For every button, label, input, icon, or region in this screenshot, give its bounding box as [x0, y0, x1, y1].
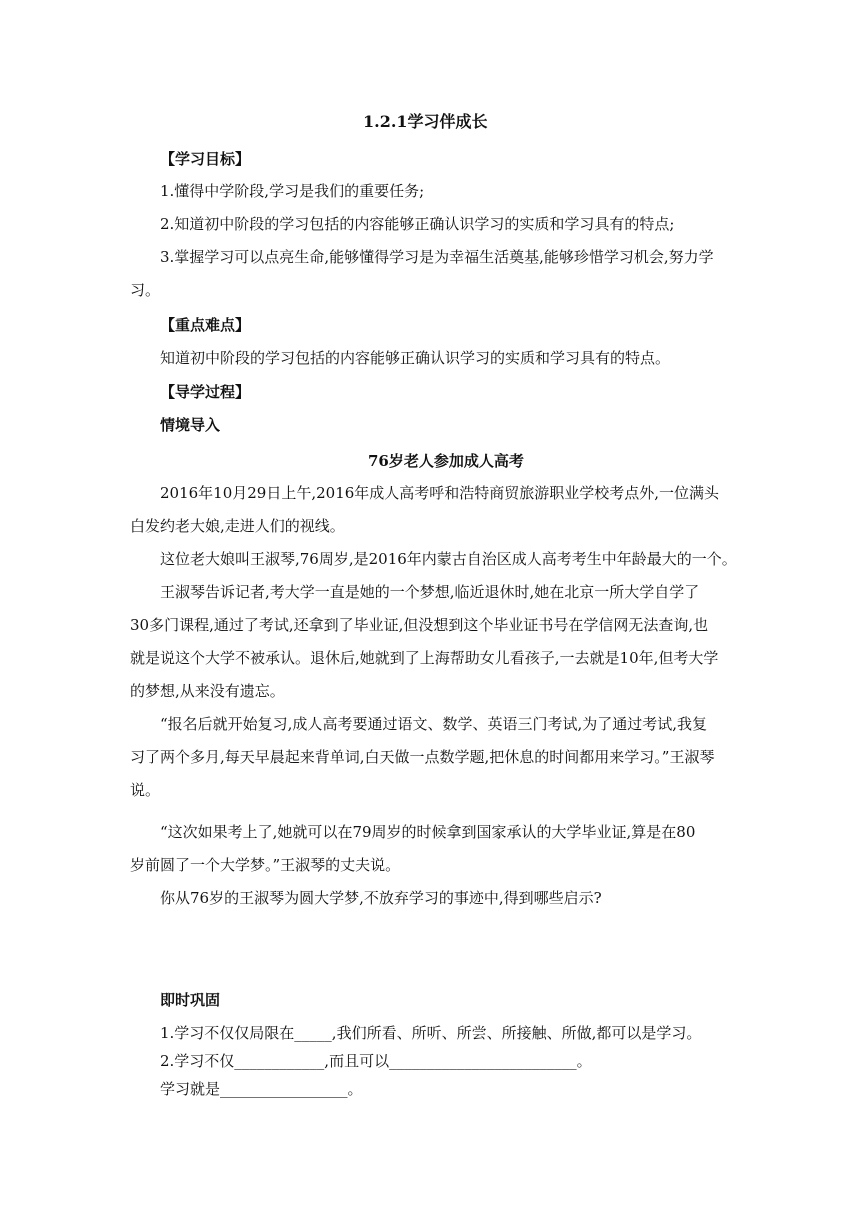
- goal-item-2: 2.知道初中阶段的学习包括的内容能够正确认识学习的实质和学习具有的特点;: [160, 215, 675, 233]
- page-title: 1.2.1学习伴成长: [363, 112, 488, 131]
- story-title: 76岁老人参加成人高考: [368, 452, 524, 470]
- guide-heading: 【导学过程】: [160, 383, 251, 401]
- story-paragraph-1-cont: 白发约老大娘,走进人们的视线。: [130, 517, 345, 535]
- consolidation-heading: 即时巩固: [160, 991, 221, 1009]
- story-paragraph-3-cont-2: 就是说这个大学不被承认。退休后,她就到了上海帮助女儿看孩子,一去就是10年,但考大学: [130, 649, 719, 667]
- story-paragraph-5: “这次如果考上了,她就可以在79周岁的时候拿到国家承认的大学毕业证,算是在80: [160, 823, 696, 841]
- goal-item-1: 1.懂得中学阶段,学习是我们的重要任务;: [160, 182, 425, 200]
- story-paragraph-4: “报名后就开始复习,成人高考要通过语文、数学、英语三门考试,为了通过考试,我复: [160, 715, 707, 733]
- goal-item-3-cont: 习。: [130, 281, 161, 299]
- goal-item-3: 3.掌握学习可以点亮生命,能够懂得学习是为幸福生活奠基,能够珍惜学习机会,努力学: [160, 248, 714, 266]
- key-points-text: 知道初中阶段的学习包括的内容能够正确认识学习的实质和学习具有的特点。: [160, 349, 671, 367]
- exercise-1: 1.学习不仅仅局限在_____,我们所看、所听、所尝、所接触、所做,都可以是学习。: [160, 1024, 702, 1042]
- goals-heading: 【学习目标】: [160, 150, 251, 168]
- story-paragraph-3-cont-1: 30多门课程,通过了考试,还拿到了毕业证,但没想到这个毕业证书号在学信网无法查询,也: [130, 616, 709, 634]
- scenario-subheading: 情境导入: [160, 416, 221, 434]
- story-paragraph-5-cont: 岁前圆了一个大学梦。”王淑琴的丈夫说。: [130, 856, 401, 874]
- exercise-3: 学习就是_________________。: [160, 1080, 363, 1098]
- story-paragraph-2: 这位老大娘叫王淑琴,76周岁,是2016年内蒙古自治区成人高考考生中年龄最大的一个。: [160, 550, 737, 568]
- story-paragraph-3: 王淑琴告诉记者,考大学一直是她的一个梦想,临近退休时,她在北京一所大学自学了: [160, 583, 700, 601]
- story-paragraph-1: 2016年10月29日上午,2016年成人高考呼和浩特商贸旅游职业学校考点外,一位满头: [160, 484, 720, 502]
- exercise-2: 2.学习不仅____________,而且可以_________________________。: [160, 1052, 592, 1070]
- story-paragraph-4-cont-1: 习了两个多月,每天早晨起来背单词,白天做一点数学题,把休息的时间都用来学习。”王淑琴: [130, 748, 715, 766]
- story-paragraph-4-cont-2: 说。: [130, 781, 161, 799]
- key-points-heading: 【重点难点】: [160, 316, 251, 334]
- reflection-question: 你从76岁的王淑琴为圆大学梦,不放弃学习的事迹中,得到哪些启示?: [160, 889, 602, 907]
- story-paragraph-3-cont-3: 的梦想,从来没有遗忘。: [130, 682, 285, 700]
